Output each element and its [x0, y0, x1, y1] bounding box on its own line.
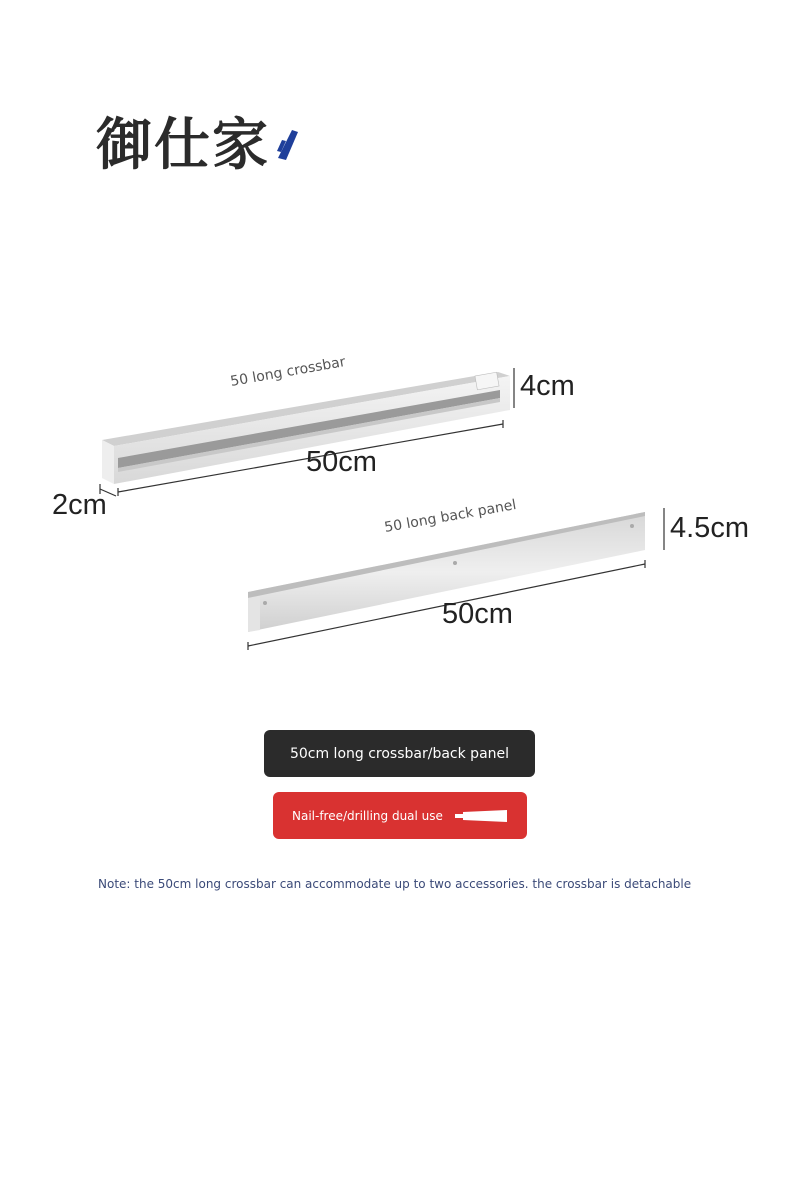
install-badge-label: Nail-free/drilling dual use	[292, 808, 443, 823]
spec-badge-label: 50cm long crossbar/back panel	[289, 745, 510, 762]
crossbar-caption: 50 long crossbar	[229, 354, 347, 390]
crossbar-length-label: 50cm	[306, 446, 377, 478]
footnote: Note: the 50cm long crossbar can accommodate up to two accessories. the crossbar is detachable	[98, 877, 692, 891]
install-badge	[273, 792, 527, 839]
back-panel-length-label: 50cm	[442, 598, 513, 630]
crossbar-height-label: 4cm	[520, 370, 575, 402]
crossbar-depth-label: 2cm	[52, 489, 107, 521]
wall-plug-icon	[455, 809, 509, 823]
spec-badge	[264, 730, 535, 777]
back-panel-caption: 50 long back panel	[383, 497, 518, 536]
back-panel-height-label: 4.5cm	[670, 512, 749, 544]
brand-name: 御仕家	[96, 113, 270, 178]
